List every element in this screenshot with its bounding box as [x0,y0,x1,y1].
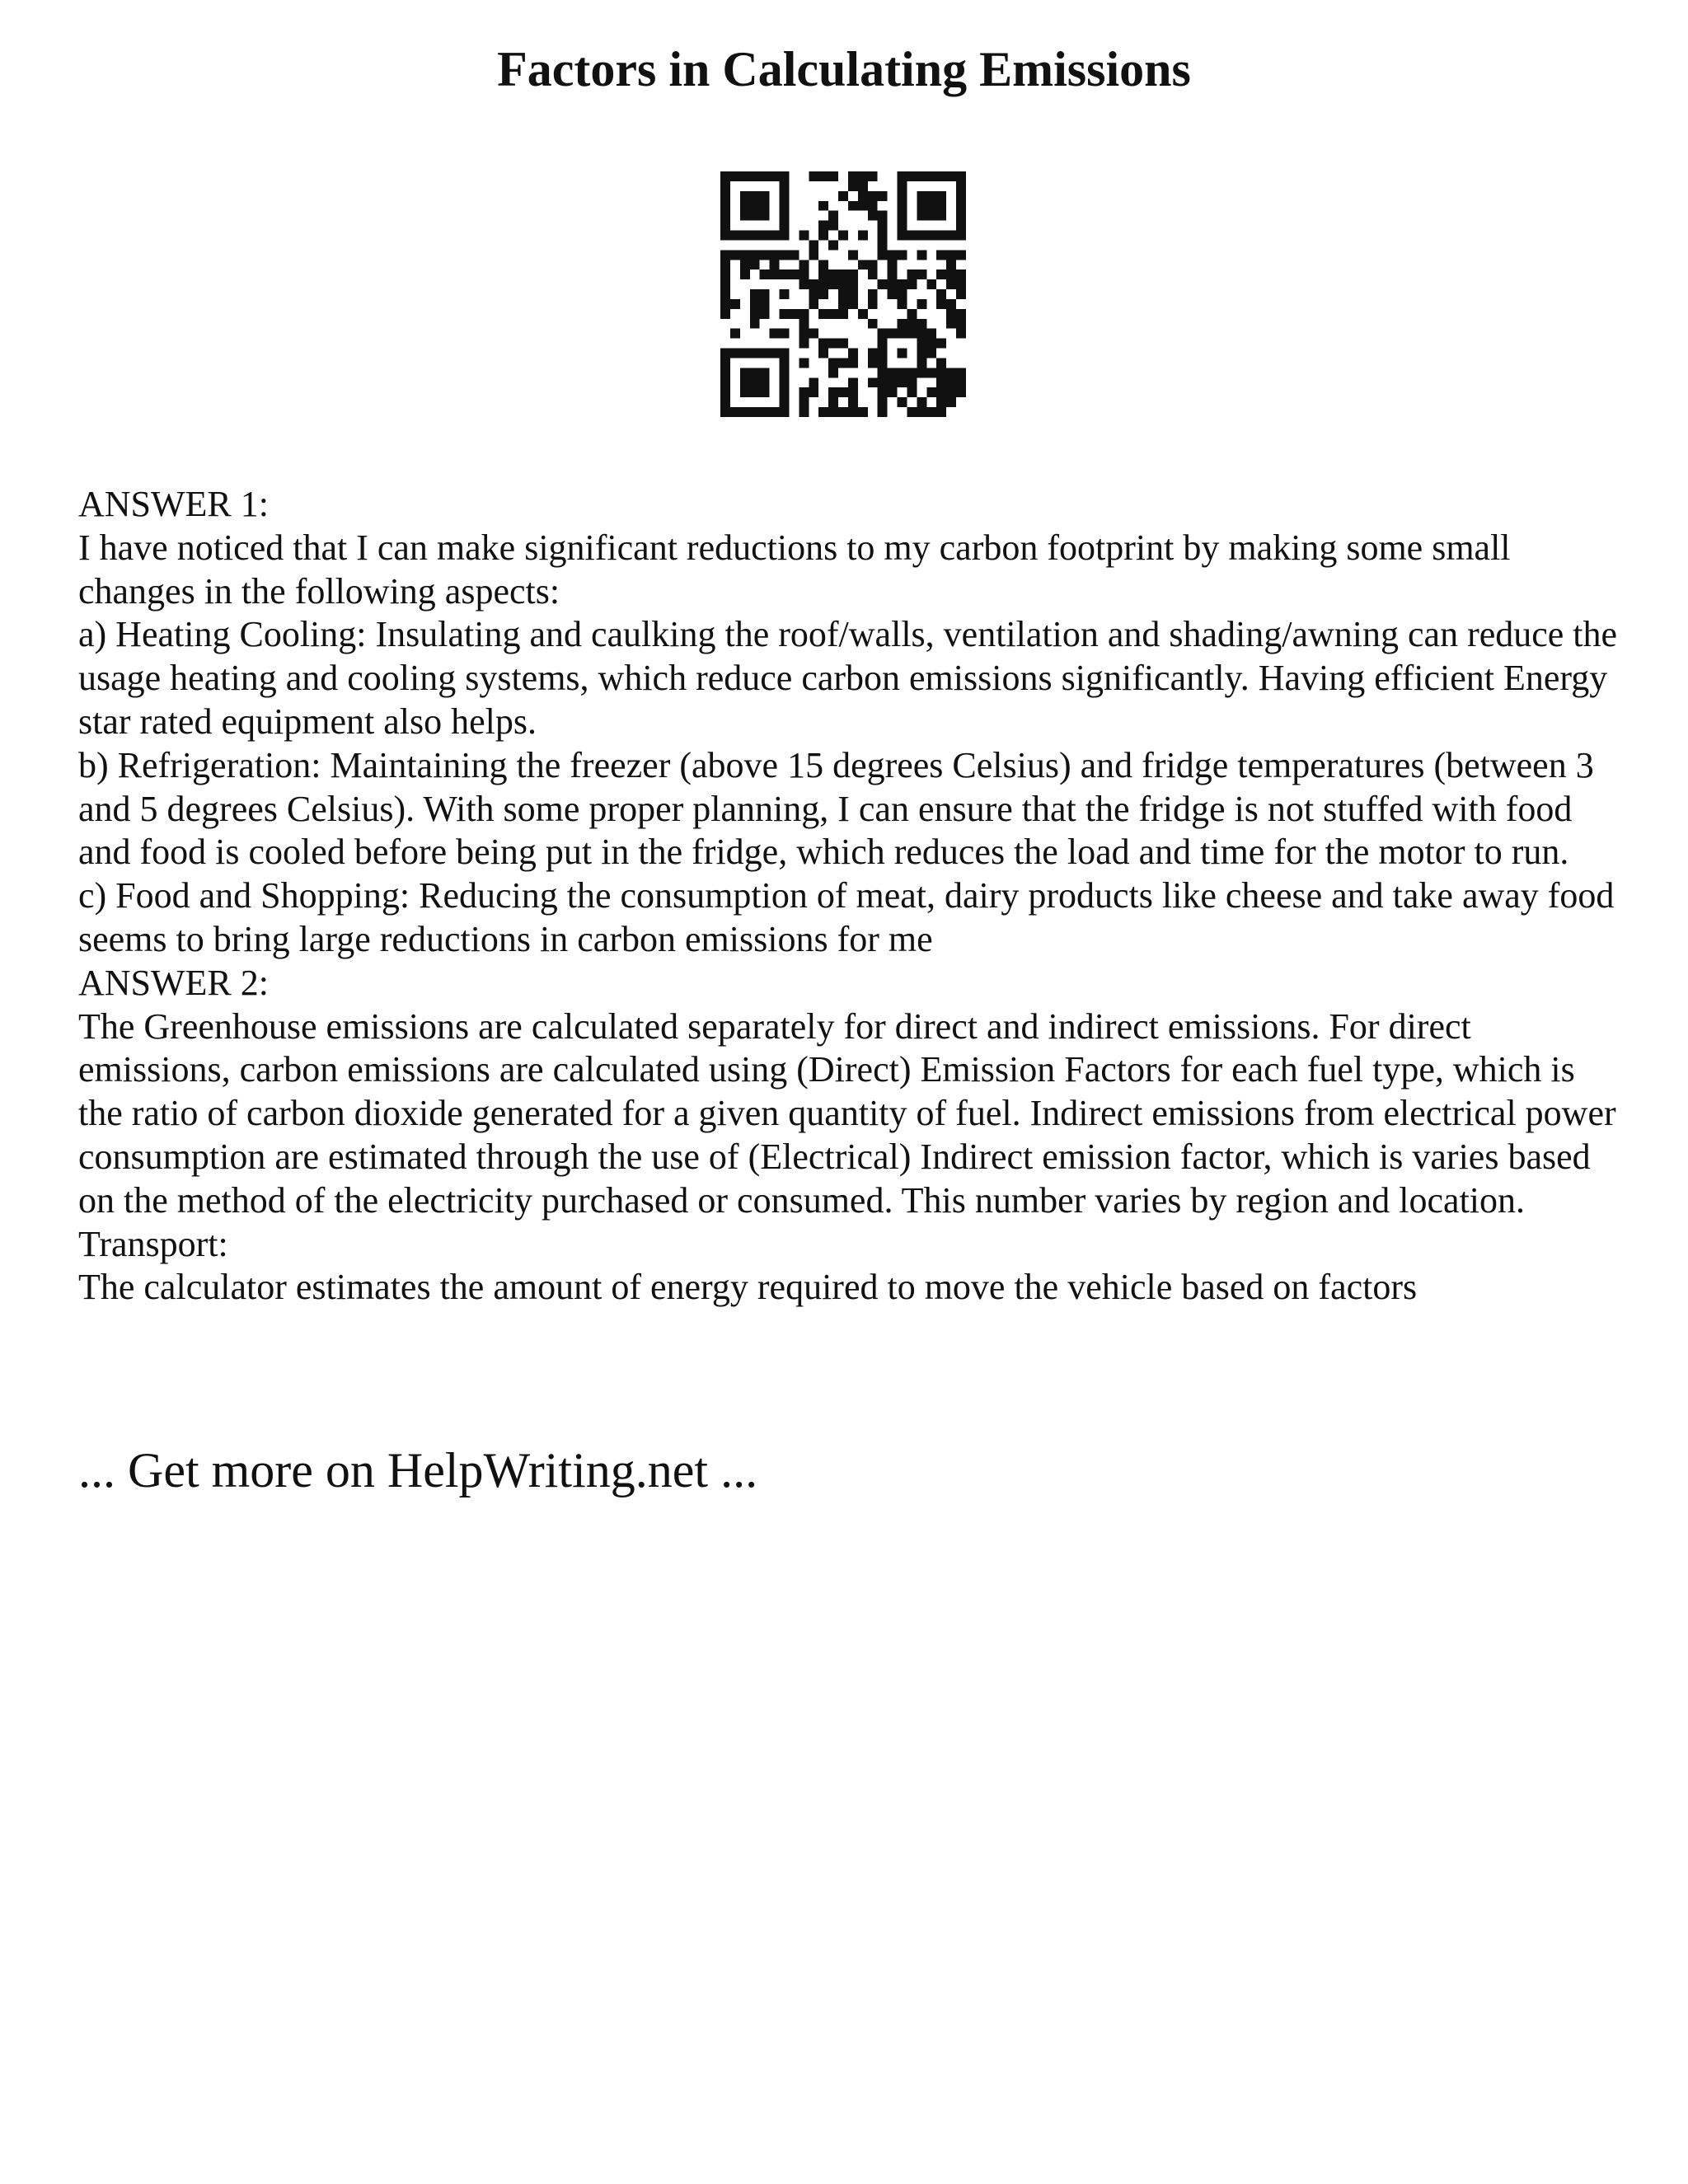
transport-heading: Transport: [78,1223,228,1264]
qr-code[interactable] [720,171,966,417]
answer-1-item-heating-cooling: a) Heating Cooling: Insulating and caulking the roof/walls, ventilation and shading/awning can reduce the usage heating and cooling systems, which reduce carbon emissions significantly. Having efficient Energy star rated equipment also helps. [78,614,1618,742]
answer-2-heading: ANSWER 2: [78,962,269,1003]
answer-1-item-food-shopping: c) Food and Shopping: Reducing the consumption of meat, dairy products like cheese and take away food seems to bring large reductions in carbon emissions for me [78,875,1615,959]
answer-1-intro: I have noticed that I can make significant reductions to my carbon footprint by making some small changes in the following aspects: [78,527,1511,612]
page-title: Factors in Calculating Emissions [497,42,1191,96]
get-more-link[interactable]: ... Get more on HelpWriting.net ... [78,1443,758,1497]
answer-1-item-refrigeration: b) Refrigeration: Maintaining the freezer (above 15 degrees Celsius) and fridge temperatures (between 3 and 5 degrees Celsius). With some proper planning, I can ensure that the fridge is not stuffed with food and food is cooled before being put in the fridge, which reduces the load and time for the motor to run. [78,744,1594,873]
qr-code-graphic [720,171,966,417]
transport-paragraph: The calculator estimates the amount of energy required to move the vehicle based on factors [78,1267,1418,1308]
answer-2-paragraph: The Greenhouse emissions are calculated separately for direct and indirect emissions. For direct emissions, carbon emissions are calculated using (Direct) Emission Factors for each fuel type, which is the ratio of carbon dioxide generated for a given quantity of fuel. Indirect emissions from electrical power consumption are estimated through the use of (Electrical) Indirect emission factor, which is varies based on the method of the electricity purchased or consumed. This number varies by region and location. [78,1005,1616,1221]
answer-1-heading: ANSWER 1: [78,484,269,524]
document-body [78,483,1628,1310]
